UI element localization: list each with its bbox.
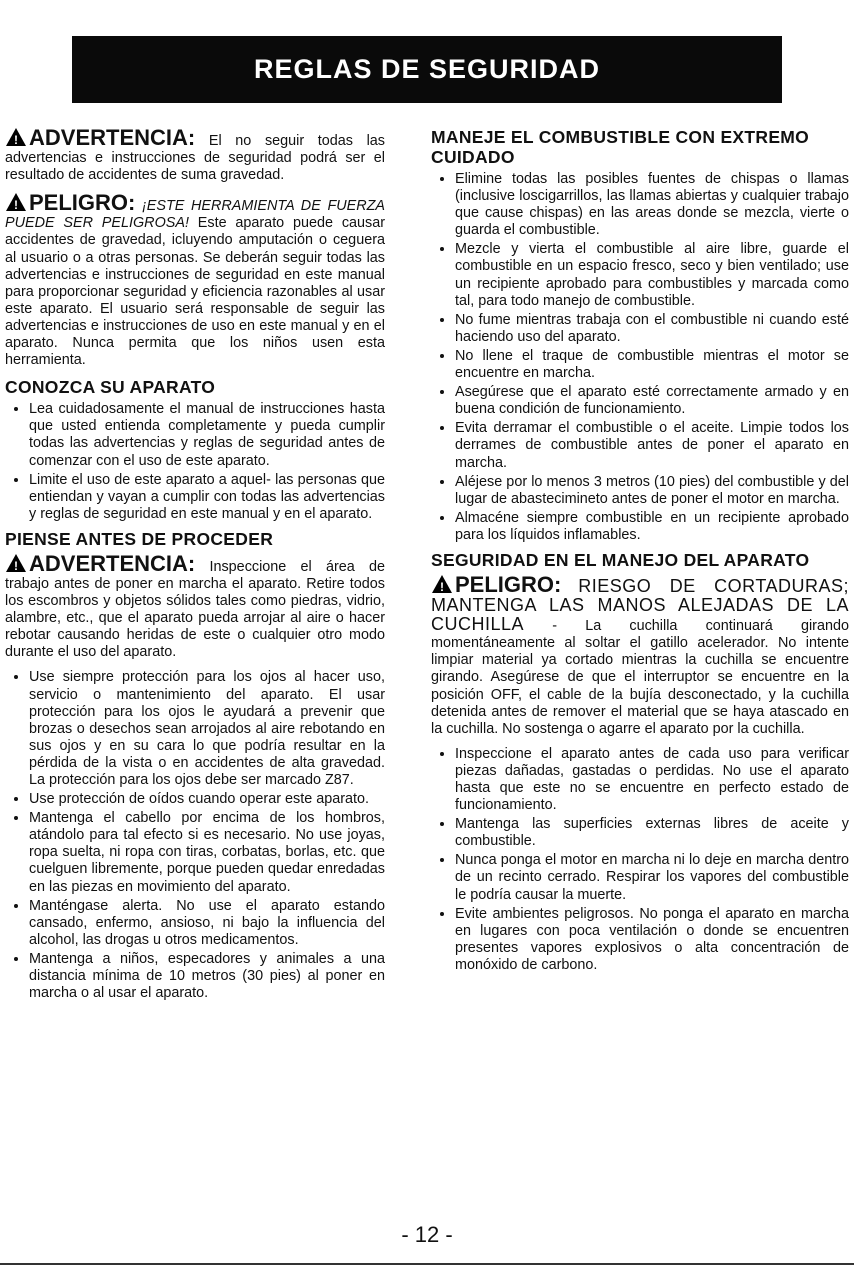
piense-list bbox=[5, 669, 385, 1002]
svg-text:!: ! bbox=[14, 198, 18, 213]
list-item: • Lea cuidadosamente el manual de instrucciones hasta que usted entienda completamente y pueda cumplir todas las advertencias y reglas de seguridad antes de comenzar con el uso de este aparato. bbox=[29, 401, 385, 469]
svg-text:!: ! bbox=[440, 579, 444, 594]
section-heading-conozca: CONOZCA SU APARATO bbox=[5, 377, 216, 398]
warning-icon bbox=[5, 553, 27, 573]
danger-label: PELIGRO: bbox=[29, 190, 136, 216]
list-item: • Manténgase alerta. No use el aparato estando cansado, enfermo, ansioso, ni bajo la influencia del alcohol, las drogas u otros medicamentos. bbox=[29, 898, 385, 949]
warning-icon bbox=[5, 127, 27, 147]
warning-paragraph-2 bbox=[5, 550, 386, 662]
list-item: • Asegúrese que el aparato esté correctamente armado y en buena condición de funcionamiento. bbox=[455, 384, 849, 418]
list-item: • Evita derramar el combustible o el aceite. Limpie todos los derrames de combustible antes de poner el aparato en marcha. bbox=[455, 420, 849, 471]
warning-icon bbox=[431, 574, 453, 594]
list-item: • No llene el traque de combustible mientras el motor se encuentre en marcha. bbox=[455, 348, 849, 382]
seguridad-list bbox=[431, 746, 849, 974]
section-heading-piense: PIENSE ANTES DE PROCEDER bbox=[5, 528, 274, 549]
list-item: • Mantenga las superficies externas libres de aceite y combustible. bbox=[455, 816, 849, 850]
page-number: - 12 - bbox=[401, 1222, 453, 1247]
list-item: • Nunca ponga el motor en marcha ni lo deje en marcha dentro de un recinto cerrado. Respirar los vapores del combustible le podría causar la muerte. bbox=[455, 852, 849, 903]
warning-icon bbox=[5, 192, 27, 212]
danger-caps: RIESGO DE CORTADURAS; MANTENGA LAS MANOS ALEJADAS DE LA CUCHILLA bbox=[431, 575, 850, 635]
svg-text:!: ! bbox=[14, 558, 18, 573]
danger-italic: ¡ESTE HERRAMIENTA DE FUERZA PUEDE SER PELIGROSA! bbox=[5, 198, 386, 232]
warning-text: Inspeccione el área de trabajo antes de poner en marcha el aparato. Retire todos los escombros y objetos sólidos tales como piedras, vidrio, alambre, etc., que el aparato pueda arrojar al aire o hacer rebotar causando heridas de este o cualquier otro modo durante el uso del aparato. bbox=[5, 558, 386, 661]
list-item: • Mantenga el cabello por encima de los hombros, atándolo para tal efecto si es necesario. No use joyas, ropa suelta, ni ropa con tiras, corbatas, borlas, etc. que cuelguen libremente, porque pueden quedar enredadas en las piezas en movimiento del aparato. bbox=[29, 810, 385, 895]
warning-paragraph-1 bbox=[5, 127, 385, 184]
svg-text:!: ! bbox=[14, 133, 18, 147]
maneje-list bbox=[431, 171, 849, 544]
list-item: • Use siempre protección para los ojos al hacer uso, servicio o mantenimiento del aparato. El usar protección para los ojos le ayudará a prevenir que brozas o desechos sean arrojados al aire rebotando en sus ojos y en su cara lo que podría resultar en la pérdida de la vista o en accidentes de alta gravedad. La protección para los ojos debe ser marcado Z87. bbox=[29, 669, 385, 789]
warning-label: ADVERTENCIA: bbox=[29, 125, 196, 150]
section-banner: REGLAS DE SEGURIDAD bbox=[72, 36, 782, 103]
list-item: • No fume mientras trabaja con el combustible ni cuando esté haciendo uso del aparato. bbox=[455, 312, 849, 346]
list-item: • Elimine todas las posibles fuentes de chispas o llamas (inclusive loscigarrillos, las llamas abiertas y cualquier trabajo que cause chispas) en las areas donde se mezcla, vierte o guarda el combustible. bbox=[455, 171, 849, 239]
warning-text: El no seguir todas las advertencias e instrucciones de seguridad podrá ser el resultado de accidentes de suma gravedad. bbox=[5, 133, 386, 184]
list-item: • Limite el uso de este aparato a aquel- las personas que entiendan y vayan a cumplir con todas las advertencias y reglas de seguridad en este manual y en el aparato. bbox=[29, 472, 385, 523]
left-column bbox=[5, 127, 385, 1008]
section-heading-seguridad: SEGURIDAD EN EL MANEJO DEL APARATO bbox=[431, 549, 810, 570]
warning-label: ADVERTENCIA: bbox=[29, 550, 196, 576]
list-item: • Mezcle y vierta el combustible al aire libre, guarde el combustible en un espacio fresco, seco y bien ventilado; use un recipiente aprobado para combustibles y marcada como tal, para todo manejo de combustible. bbox=[455, 241, 849, 309]
list-item: • Almacéne siempre combustible en un recipiente aprobado para los líquidos inflamables. bbox=[455, 510, 849, 544]
danger-text: - La cuchilla continuará girando momentáneamente al soltar el gatillo acelerador. No intente limpiar material ya cortado mientras la cuchilla se encuentre girando. Asegúrese de que el interruptor se encuentre en la posición OFF, el cable de la bujía desconectado, y la cuchilla detenida antes de remover el material que se haya atascado en la cuchilla. No sostenga o agarre el aparato por la cuchilla. bbox=[431, 618, 849, 737]
danger-text: Este aparato puede causar accidentes de gravedad, icluyendo amputación o ceguera al usuario o a otras personas. Se deberán seguir todas las advertencias e instrucciones de seguridad en este manual para proporcionar seguridad y eficiencia razonables al usar este aparato. El usuario será responsable de seguir las advertencias e instrucciones de uso en este manual y en el aparato. Nunca permita que los niños usen esta herramienta. bbox=[5, 215, 386, 369]
list-item: • Mantenga a niños, especadores y animales a una distancia mínima de 10 metros (30 pies) al poner en marcha o al usar el aparato. bbox=[29, 951, 385, 1002]
list-item: • Inspeccione el aparato antes de cada uso para verificar piezas dañadas, gastadas o perdidas. No use el aparato hasta que este no se encuentre en perfecto estado de funcionamiento. bbox=[455, 746, 849, 814]
right-column bbox=[431, 127, 849, 980]
danger-label: PELIGRO: bbox=[455, 571, 562, 597]
danger-paragraph-2 bbox=[431, 571, 850, 738]
list-item: • Use protección de oídos cuando operar este aparato. bbox=[29, 791, 385, 808]
conozca-list bbox=[5, 401, 385, 523]
section-heading-maneje: MANEJE EL COMBUSTIBLE CON EXTREMO CUIDADO bbox=[431, 127, 810, 167]
list-item: • Aléjese por lo menos 3 metros (10 pies) del combustible y del lugar de abastecimineto antes de poner el motor en marcha. bbox=[455, 474, 849, 508]
list-item: • Evite ambientes peligrosos. No ponga el aparato en marcha en lugares con poca ventilación o donde se encuentren presentes vapores explosivos o alta concentración de monóxido de carbono. bbox=[455, 906, 849, 974]
danger-paragraph-1 bbox=[5, 192, 385, 369]
